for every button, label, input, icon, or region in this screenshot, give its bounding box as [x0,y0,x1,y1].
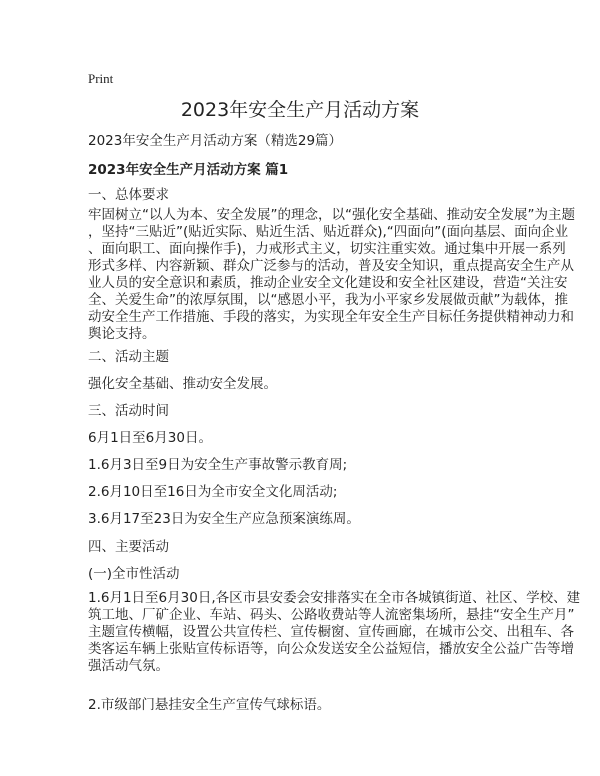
heading-main-activities: 四、主要活动 [88,539,169,555]
print-link[interactable]: Print [88,71,114,86]
heading-time: 三、活动时间 [88,403,169,419]
paragraph-time: 6月1日至6月30日。 [88,430,212,446]
section-heading: 2023年安全生产月活动方案 篇1 [88,162,289,178]
subtitle: 2023年安全生产月活动方案（精选29篇） [88,133,343,149]
paragraph-general-requirements: 牢固树立“以人为本、安全发展”的理念，以“强化安全基础、推动安全发展”为主题 ，坚持“三贴近”(贴近实际、贴近生活、贴近群众),“四面向”(面向基层、面向企业 、面向职工、面向操作手)，力戒形式主义，切实注重实效。通过集中开展一系列 形式多样、内容新颖、群众广泛参与的活动，普及安全知识，重点提高安全生产从 业人员的安全意识和素质，推动企业安全文化建设和安全社区建设，营造“关注安 全、关爱生命”的浓厚氛围，以“感恩小平，我为小平家乡发展做贡献”为载体，推 动安全生产工作措施、手段的落实，为实现全年安全生产目标任务提供精神动力和 舆论支持。 [88,207,575,342]
list-item: 2.市级部门悬挂安全生产宣传气球标语。 [88,697,331,713]
list-item: 2.6月10日至16日为全市安全文化周活动; [88,484,338,500]
heading-general-requirements: 一、总体要求 [88,187,169,203]
paragraph-theme: 强化安全基础、推动安全发展。 [88,376,277,392]
page-title: 2023年安全生产月活动方案 [180,99,420,121]
list-item: 3.6月17至23日为安全生产应急预案演练周。 [88,511,360,527]
list-item: 1.6月3日至9日为安全生产事故警示教育周; [88,457,348,473]
paragraph-citywide: 1.6月1日至6月30日,各区市县安委会安排落实在全市各城镇街道、社区、学校、建 筑工地、厂矿企业、车站、码头、公路收费站等人流密集场所，悬挂“安全生产月” 主题宣传横幅，设置公共宣传栏、宣传橱窗、宣传画廊，在城市公交、出租车、各 类客运车辆上张贴宣传标语等，向公众发送安全公益短信，播放安全公益广告等增 强活动气氛。 [88,590,581,674]
subheading-citywide: (一)全市性活动 [88,566,180,582]
heading-theme: 二、活动主题 [88,349,169,365]
